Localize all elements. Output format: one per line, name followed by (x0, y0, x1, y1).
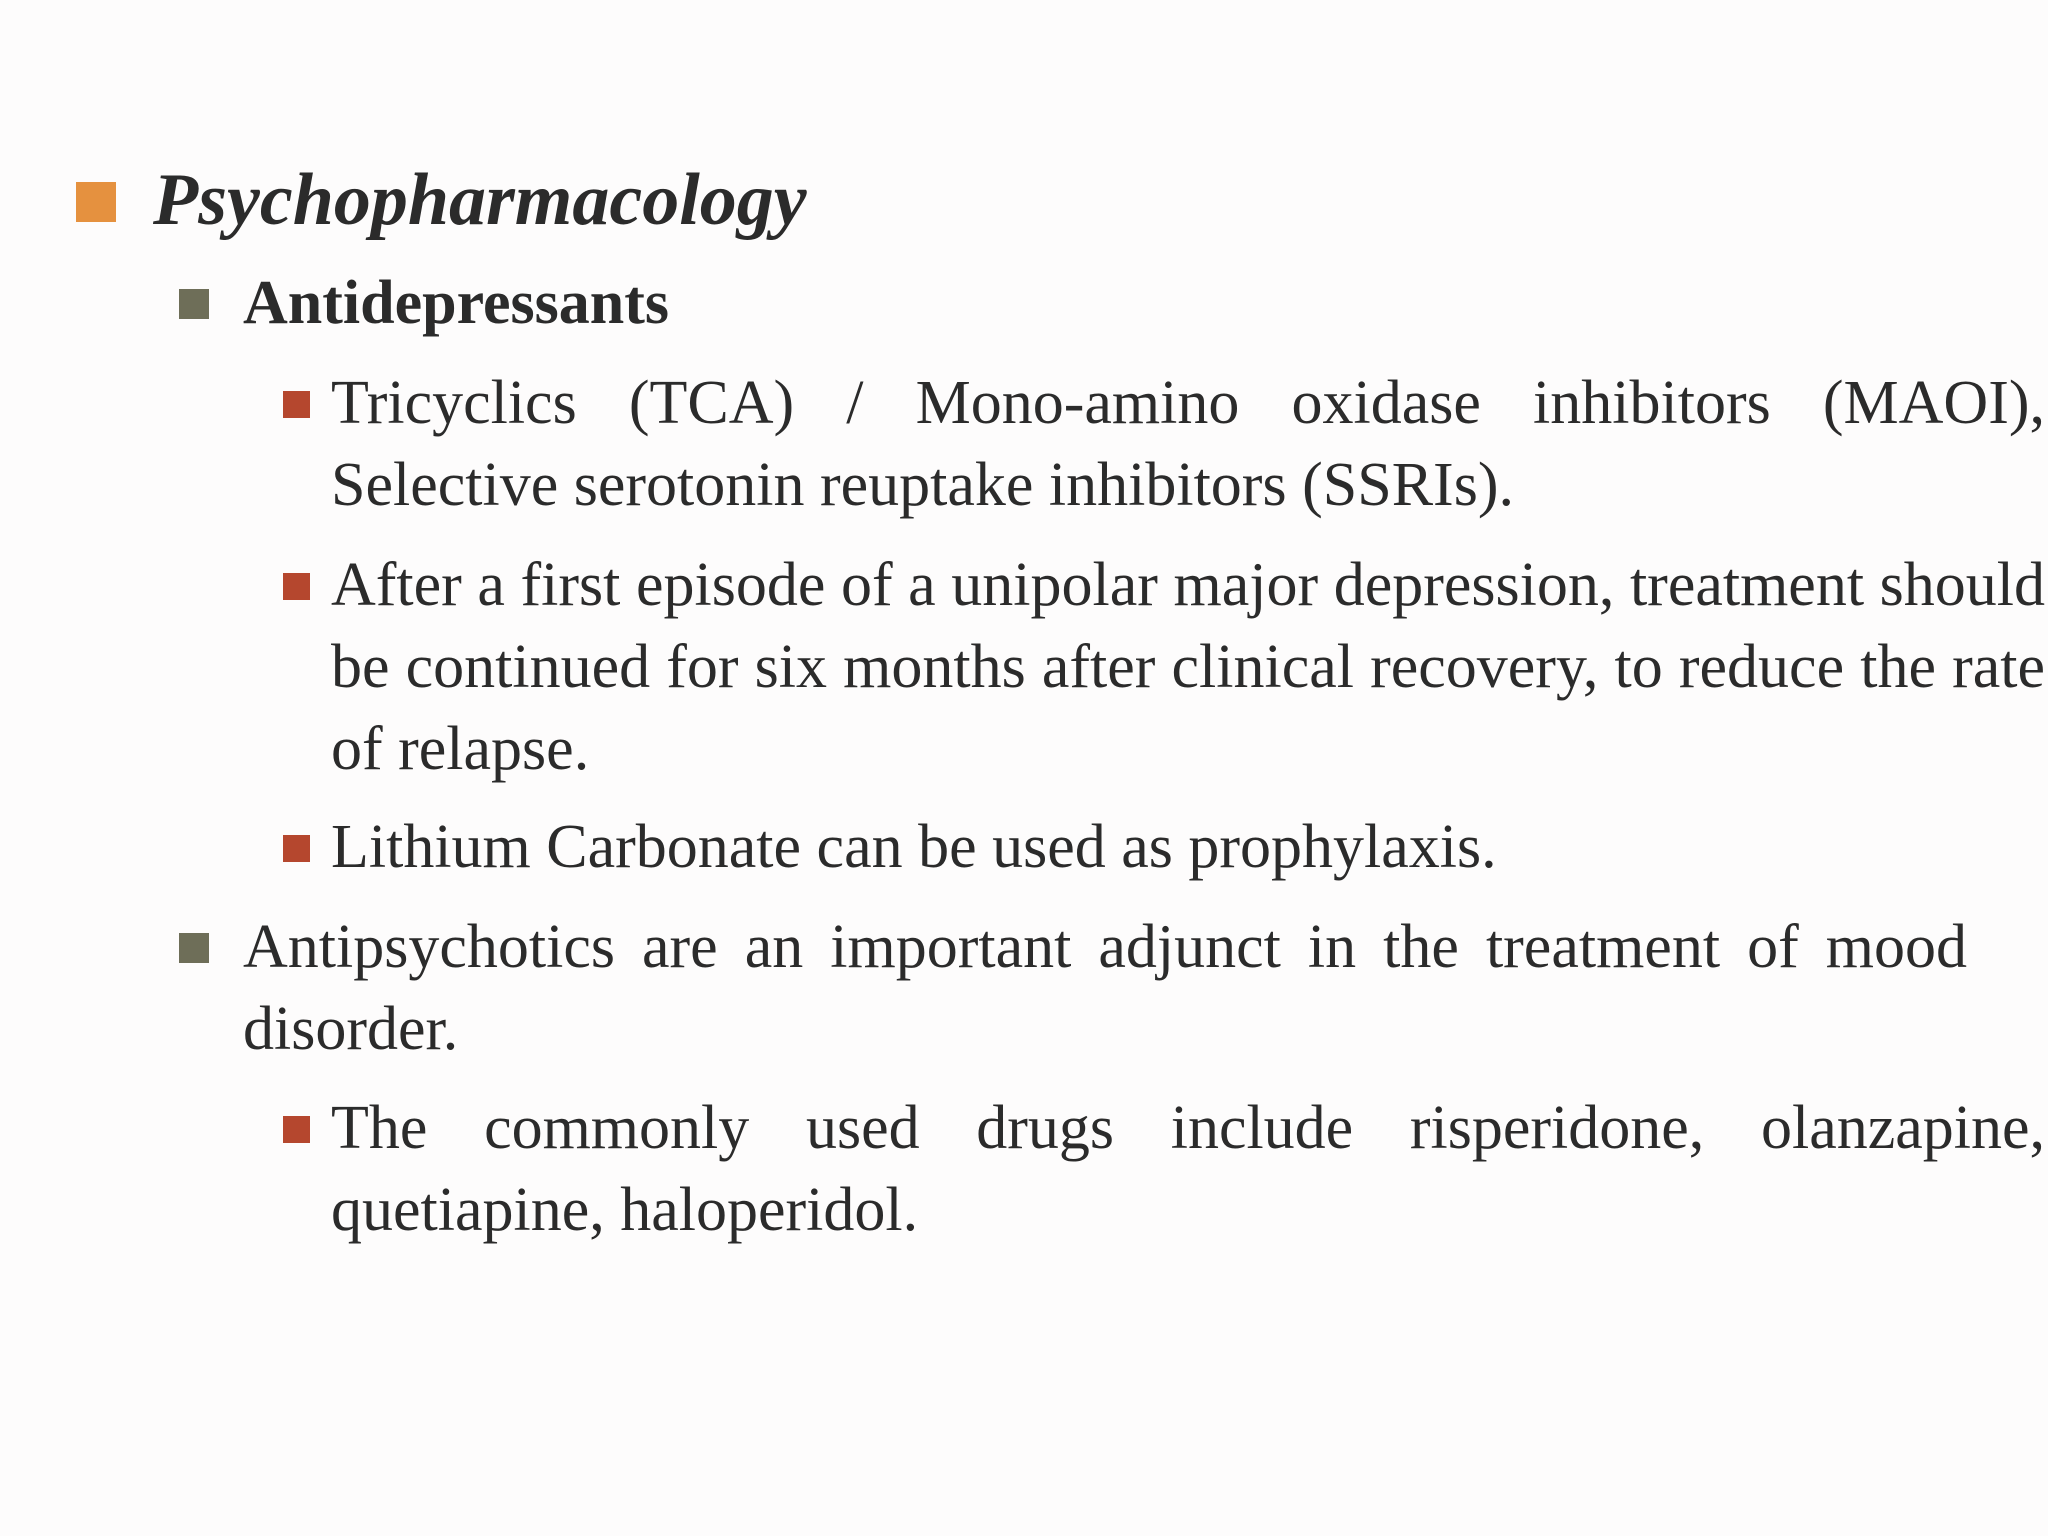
square-bullet-icon (179, 289, 209, 319)
list-item (283, 1087, 2045, 1251)
antidepressants-label: Antidepressants (243, 269, 670, 337)
square-bullet-icon (283, 835, 310, 862)
square-bullet-icon (179, 933, 209, 963)
antipsychotics-label: Antipsychotics are an important adjunct in the treatment of mood disorder. (243, 913, 1967, 1063)
antidepressants-item (179, 262, 1967, 344)
square-bullet-icon (76, 182, 116, 222)
list-item (283, 362, 2045, 526)
antidepressant-point-text: Tricyclics (TCA) / Mono-amino oxidase inhibitors (MAOI), Selective serotonin reuptake inhibitors (SSRIs). (331, 369, 2045, 519)
square-bullet-icon (283, 1116, 310, 1143)
slide-heading: Psychopharmacology (153, 159, 807, 241)
square-bullet-icon (283, 391, 310, 418)
antipsychotic-point-text: The commonly used drugs include risperidone, olanzapine, quetiapine, haloperidol. (331, 1094, 2045, 1244)
list-item (283, 806, 2045, 888)
square-bullet-icon (283, 573, 310, 600)
antipsychotics-item (179, 906, 1967, 1070)
list-item (283, 544, 2045, 790)
heading-item (76, 150, 807, 250)
antidepressant-point-text: Lithium Carbonate can be used as prophylaxis. (331, 813, 1497, 881)
antidepressant-point-text: After a first episode of a unipolar major depression, treatment should be continued for six months after clinical recovery, to reduce the rate of relapse. (331, 551, 2045, 783)
